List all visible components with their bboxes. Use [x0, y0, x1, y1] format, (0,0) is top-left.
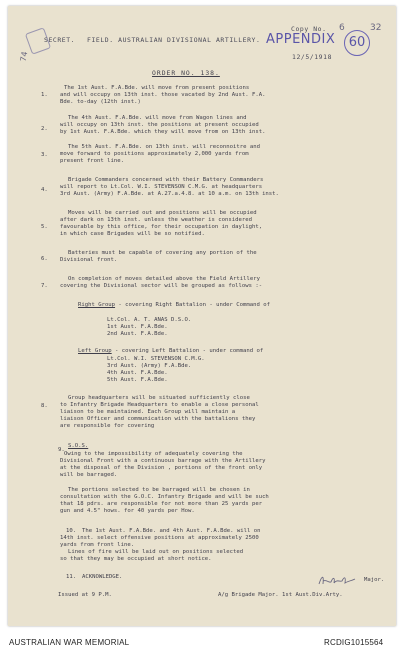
issued-time: Issued at 9 P.M. [58, 592, 112, 598]
group-member: 3rd Aust. (Army) F.A.Bde. [107, 363, 192, 369]
acknowledge: ACKNOWLEDGE. [82, 574, 123, 580]
para-number: 6. [41, 256, 48, 262]
left-group-desc: - covering Left Battalion - under command of [111, 348, 264, 354]
sos-heading: S.O.S. [68, 443, 89, 449]
para-line: Divisional Front with a continuous barrage with the Artillery [60, 458, 266, 464]
para-line: 14th inst. select offensive positions at approximately 2500 [60, 535, 259, 541]
para-line: liaison Officer and communication with the battalions they [60, 416, 256, 422]
group-member: Lt.Col. W.I. STEVENSON C.M.G. [107, 356, 205, 362]
para-line: The 4th Aust. F.A.Bde. will move from Wagon lines and [68, 115, 247, 121]
para-line: that 18 pdrs. are responsible for not more than 25 yards per [60, 501, 263, 507]
para-line: consultation with the G.O.C. Infantry Brigade and will be such [60, 494, 269, 500]
left-group-title: Left Group [78, 348, 112, 354]
para-number: 4. [41, 187, 48, 193]
para-line: Group headquarters will be situated sufficiently close [68, 395, 250, 401]
group-member: 2nd Aust. F.A.Bde. [107, 331, 168, 337]
document-date: 12/5/1918 [292, 53, 333, 61]
footer-archive-name: AUSTRALIAN WAR MEMORIAL [9, 638, 130, 647]
para-number: 5. [41, 224, 48, 230]
para-line: at the disposal of the Division , portions of the front only [60, 465, 263, 471]
para-number: 10. [66, 528, 77, 534]
para-number: 1. [41, 92, 48, 98]
document-header: FIELD. AUSTRALIAN DIVISIONAL ARTILLERY. [87, 36, 261, 44]
right-group-line [78, 302, 270, 309]
para-line: On completion of moves detailed above the Field Artillery [68, 276, 260, 282]
left-group-line [78, 348, 263, 355]
para-line: covering the Divisional sector will be grouped as follows :- [60, 283, 263, 289]
para-line: so that they may be occupied at short notice. [60, 556, 212, 562]
group-member: 1st Aust. F.A.Bde. [107, 324, 168, 330]
group-member: 4th Aust. F.A.Bde. [107, 370, 168, 376]
signature-block: A/g Brigade Major. 1st Aust.Div.Arty. [218, 592, 343, 598]
corner-number: 32 [370, 23, 382, 33]
para-line: gun and 4.5" hows. for 40 yards per How. [60, 508, 195, 514]
para-line: will occupy on 13th inst. the positions at present occupied [60, 122, 259, 128]
para-line: The portions selected to be barraged will be chosen in [68, 487, 250, 493]
margin-note: 74 [18, 50, 30, 63]
para-line: will report to Lt.Col. W.I. STEVENSON C.M.G. at headquarters [60, 184, 263, 190]
appendix-number: 60 [344, 30, 370, 56]
para-line: will be barraged. [60, 472, 118, 478]
para-line: by 1st Aust. F.A.Bde. which they will move from on 13th inst. [60, 129, 266, 135]
para-number: 7. [41, 283, 48, 289]
footer-record-id: RCDIG1015564 [324, 638, 384, 647]
secret-label: SECRET. [44, 36, 76, 44]
para-number: 9. [58, 447, 65, 453]
para-number: 3. [41, 152, 48, 158]
document-page [8, 6, 396, 626]
para-line: Owing to the impossibility of adequately covering the [64, 451, 243, 457]
para-line: Divisional front. [60, 257, 118, 263]
copy-number-label: Copy No. [291, 25, 327, 33]
para-line: The 1st Aust. F.A.Bde. will move from present positions [64, 85, 250, 91]
para-line: after dark on 13th inst. unless the weather is considered [60, 217, 252, 223]
para-number: 2. [41, 126, 48, 132]
right-group-title: Right Group [78, 302, 116, 308]
right-group-desc: - covering Right Battalion - under Command of [115, 302, 270, 308]
group-member: Lt.Col. A. T. ANAS D.S.O. [107, 317, 192, 323]
para-line: present front line. [60, 158, 124, 164]
signature-rank: Major. [364, 577, 385, 583]
para-line: in which case Brigades will be so notified. [60, 231, 205, 237]
para-line: yards from front line. [60, 542, 135, 548]
copy-number-value: 6 [339, 23, 345, 33]
para-line: The 1st Aust. F.A.Bde. and 4th Aust. F.A.Bde. will on [82, 528, 261, 534]
para-line: favourable by this office, for their occupation in daylight, [60, 224, 263, 230]
appendix-stamp: APPENDIX [266, 32, 336, 47]
para-number: 8. [41, 403, 48, 409]
para-line: liaison to be maintained. Each Group will maintain a [60, 409, 236, 415]
para-line: to Infantry Brigade Headquarters to enable a close personal [60, 402, 259, 408]
para-line: Lines of fire will be laid out on positions selected [68, 549, 244, 555]
para-line: Bde. to-day (12th inst.) [60, 99, 141, 105]
para-line: 3rd Aust. (Army) F.A.Bde. at A.27.a.4.8. at 10 a.m. on 13th inst. [60, 191, 279, 197]
group-member: 5th Aust. F.A.Bde. [107, 377, 168, 383]
para-line: Batteries must be capable of covering any portion of the [68, 250, 257, 256]
para-line: are responsible for covering [60, 423, 155, 429]
order-title: ORDER NO. 138. [152, 69, 220, 77]
signature [318, 573, 356, 587]
para-number: 11. [66, 574, 77, 580]
para-line: The 5th Aust. F.A.Bde. on 13th inst. will reconnoitre and [68, 144, 260, 150]
para-line: and will occupy on 13th inst. those vacated by 2nd Aust. F.A. [60, 92, 266, 98]
para-line: Brigade Commanders concerned with their Battery Commanders [68, 177, 264, 183]
para-line: Moves will be carried out and positions will be occupied [68, 210, 257, 216]
para-line: move forward to positions approximately 2,000 yards from [60, 151, 249, 157]
